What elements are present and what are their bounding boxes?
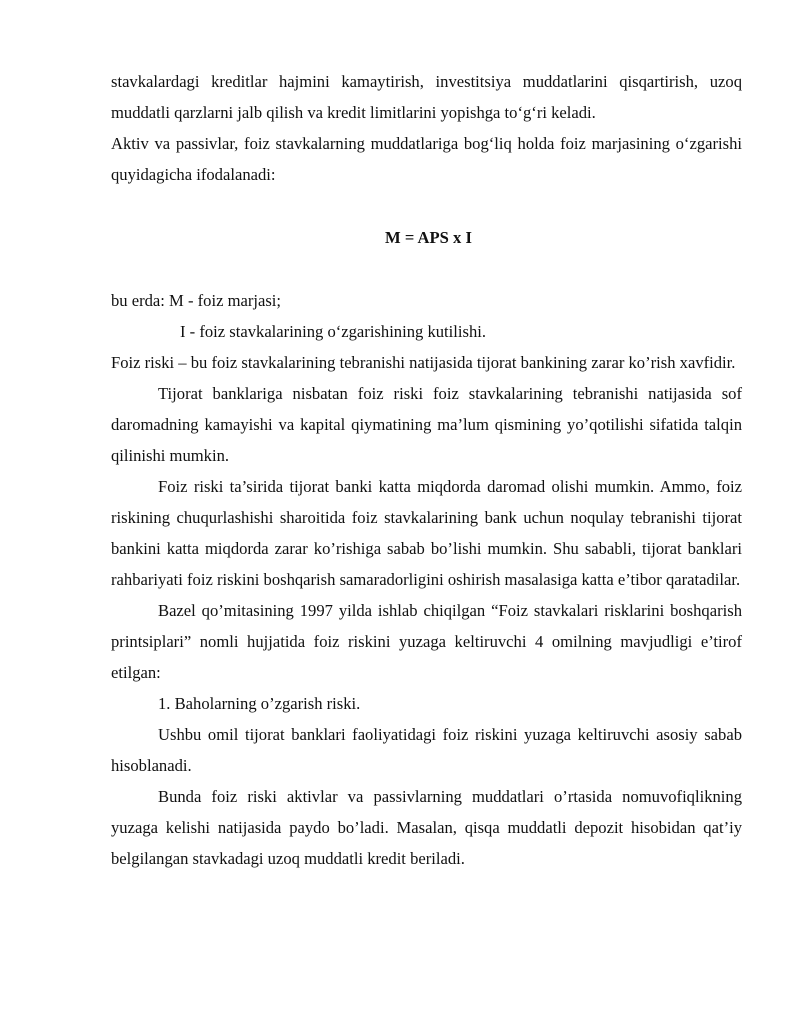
document-page [111, 66, 742, 874]
paragraph-9: Bunda foiz riski aktivlar va passivlarning muddatlari o’rtasida nomuvofiqlikning yuzaga kelishi natijasida paydo bo’ladi. Masalan, qisqa muddatli depozit hisobidan qat’iy belgilangan stavkadagi uzoq muddatli kredit beriladi. [111, 787, 742, 868]
paragraph-8: Ushbu omil tijorat banklari faoliyatidagi foiz riskini yuzaga keltiruvchi asosiy sabab hisoblanadi. [111, 725, 742, 775]
definition-line-2: I - foiz stavkalarining o‘zgarishining kutilishi. [180, 322, 486, 341]
paragraph-4: Tijorat banklariga nisbatan foiz riski foiz stavkalarining tebranishi natijasida sof daromadning kamayishi va kapital qiymatining ma’lum qismining yo’qotilishi sifatida talqin qilinishi mumkin. [111, 384, 742, 465]
paragraph-2: Aktiv va passivlar, foiz stavkalarning muddatlariga bog‘liq holda foiz marjasining o‘zgarishi quyidagicha ifodalanadi: [111, 134, 742, 184]
paragraph-3: Foiz riski – bu foiz stavkalarining tebranishi natijasida tijorat bankining zarar ko’rish xavfidir. [111, 353, 736, 372]
paragraph-5: Foiz riski ta’sirida tijorat banki katta miqdorda daromad olishi mumkin. Ammo, foiz riskining chuqurlashishi sharoitida foiz stavkalarining bank uchun noqulay tebranishi tijorat bankini katta miqdorda zarar ko’rishiga sabab bo’lishi mumkin. Shu sababli, tijorat banklari rahbariyati foiz riskini boshqarish samaradorligini oshirish masalasiga katta e’tibor qaratadilar. [111, 477, 742, 589]
definition-line-1: bu erda: M - foiz marjasi; [111, 291, 282, 310]
paragraph-1: stavkalardagi kreditlar hajmini kamaytirish, investitsiya muddatlarini qisqartirish, uzoq muddatli qarzlarni jalb qilish va kredit limitlarini yopishga to‘g‘ri keladi. [111, 72, 742, 122]
formula: M = APS x I [385, 228, 472, 247]
list-item-1: 1. Baholarning o’zgarish riski. [158, 694, 361, 713]
paragraph-6: Bazel qo’mitasining 1997 yilda ishlab chiqilgan “Foiz stavkalari risklarini boshqarish printsiplari” nomli hujjatida foiz riskini yuzaga keltiruvchi 4 omilning mavjudligi e’tirof etilgan: [111, 601, 742, 682]
